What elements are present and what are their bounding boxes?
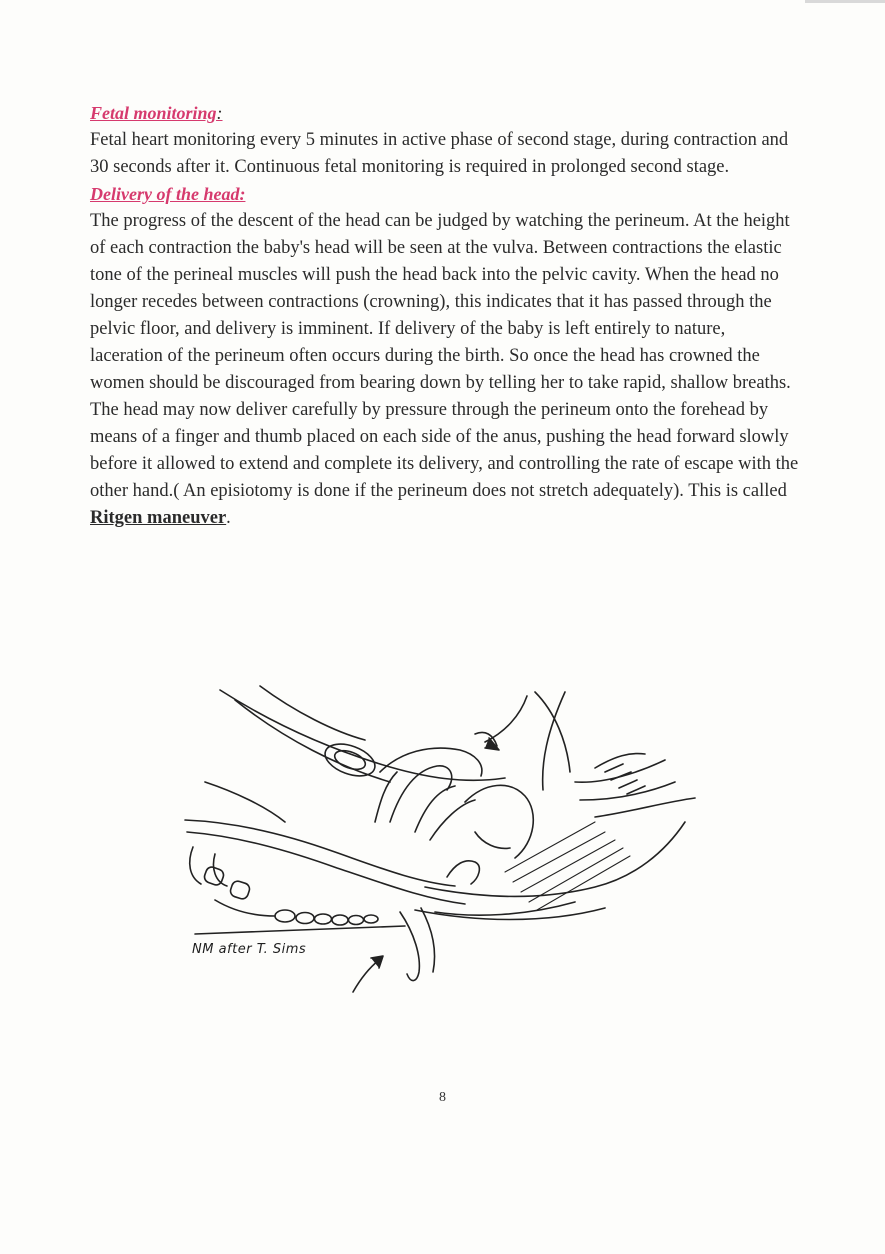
text-block (90, 100, 800, 532)
page-number: 8 (439, 1090, 446, 1105)
delivery-paragraph-2 (90, 397, 800, 532)
heading-colon: : (216, 103, 223, 123)
scan-edge-mark (805, 0, 885, 3)
delivery-of-head-heading: Delivery of the head: (90, 184, 246, 204)
fetal-monitoring-paragraph: Fetal heart monitoring every 5 minutes in active phase of second stage, during contraction and 30 seconds after it. Continuous fetal monitoring is required in prolonged second stage. (90, 130, 789, 177)
fetal-monitoring-heading: Fetal monitoring: (90, 103, 223, 123)
illustration-credit: NM after T. Sims (192, 942, 307, 957)
delivery-paragraph-2-text: The head may now deliver carefully by pressure through the perineum onto the forehead by means of a finger and thumb placed on each side of the anus, pushing the head forward slowly before it allowed to extend and complete its delivery, and controlling the rate of escape with the other hand.( An episiotomy is done if the perineum does not stretch adequately). This is called (90, 400, 799, 501)
ritgen-maneuver-term: Ritgen maneuver (90, 508, 227, 528)
delivery-paragraph-1: The progress of the descent of the head can be judged by watching the perineum. At the height of each contraction the baby's head will be seen at the vulva. Between contractions the elastic tone of the perineal muscles will push the head back into the pelvic cavity. When the head no longer recedes between contractions (crowning), this indicates that it has passed through the pelvic floor, and delivery is imminent. If delivery of the baby is left entirely to nature, laceration of the perineum often occurs during the birth. So once the head has crowned the women should be discouraged from bearing down by telling her to take rapid, shallow breaths. (90, 211, 791, 393)
paragraph-period: . (226, 508, 231, 528)
